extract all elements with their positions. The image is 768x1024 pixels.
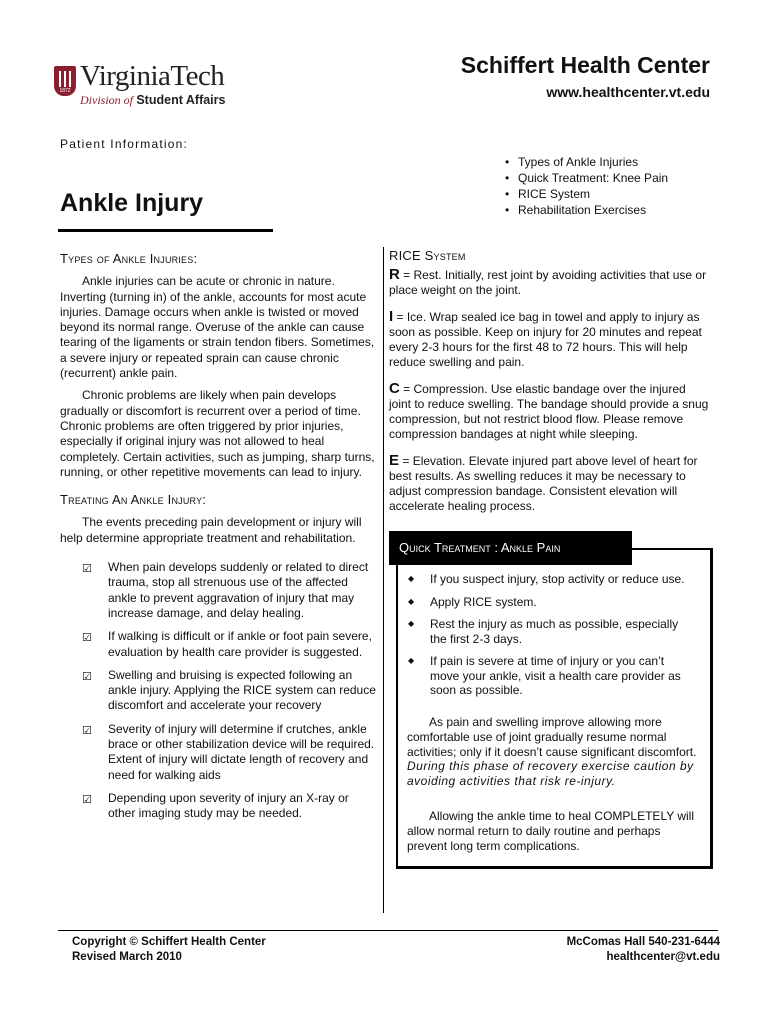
copyright-text: Copyright © Schiffert Health Center bbox=[72, 936, 266, 948]
rice-rest: R = Rest. Initially, rest joint by avoiding activities that use or place weight on the joint. bbox=[389, 266, 707, 297]
diamond-bullet-icon: ◆ bbox=[408, 596, 415, 606]
checklist-item: ☑ Swelling and bruising is expected following an ankle injury. Applying the RICE system can reduce discomfort and accelerate your recovery bbox=[82, 667, 376, 713]
topic-item: • Quick Treatment: Knee Pain bbox=[505, 170, 668, 186]
treating-checklist bbox=[60, 560, 376, 821]
checklist-item: ☑ Severity of injury will determine if crutches, ankle brace or other stabilization device will be required. Extent of injury will dictate length of recovery and need for walking aids bbox=[82, 721, 375, 782]
health-center-url[interactable]: www.healthcenter.vt.edu bbox=[546, 84, 710, 100]
patient-info-label: Patient Information: bbox=[60, 137, 189, 151]
treating-heading: Treating An Ankle Injury: bbox=[60, 492, 207, 508]
topics-list bbox=[505, 154, 668, 218]
quick-item: ◆ Apply RICE system. bbox=[408, 594, 537, 609]
checklist-item: ☑ When pain develops suddenly or related to direct trauma, stop all strenuous use of the affected ankle to prevent aggravation of injury that may increase damage, and delay healing. bbox=[82, 560, 369, 620]
types-heading: Types of Ankle Injuries: bbox=[60, 251, 198, 266]
left-column bbox=[60, 251, 376, 830]
location-phone: McComas Hall 540-231-6444 bbox=[566, 936, 720, 948]
checklist-item: ☑ If walking is difficult or if ankle or foot pain severe, evaluation by health care provider is suggested. bbox=[82, 629, 372, 659]
types-paragraph-1: Ankle injuries can be acute or chronic in nature. Inverting (turning in) of the ankle, accounts for most acute injuries. Damage occurs when ankle is twisted or moved beyond its normal range. Overuse of the ankle can cause tearing of the ligaments or strain tendon fibers. Sometimes, a severe injury or repeated sprain can cause chronic (recurrent) ankle pain. bbox=[60, 274, 375, 381]
quick-treatment-heading: Quick Treatment : Ankle Pain bbox=[389, 531, 632, 565]
footer-right bbox=[567, 935, 720, 965]
contact-email[interactable]: healthcenter@vt.edu bbox=[606, 951, 720, 963]
logo-division: Division of Student Affairs bbox=[80, 93, 226, 107]
topic-item: • RICE System bbox=[505, 186, 668, 202]
rice-section bbox=[389, 248, 709, 525]
quick-item: ◆ Rest the injury as much as possible, especially the first 2-3 days. bbox=[408, 617, 679, 646]
checked-box-icon: ☑ bbox=[82, 669, 92, 683]
diamond-bullet-icon: ◆ bbox=[408, 574, 415, 583]
diamond-bullet-icon: ◆ bbox=[408, 656, 415, 665]
column-divider bbox=[383, 247, 384, 913]
page-title: Ankle Injury bbox=[60, 189, 204, 217]
vt-shield-icon: 1872 bbox=[54, 66, 76, 96]
title-underline bbox=[58, 229, 273, 232]
checked-box-icon: ☑ bbox=[82, 631, 92, 645]
health-center-name: Schiffert Health Center bbox=[460, 52, 710, 78]
quick-item: ◆ If you suspect injury, stop activity or reduce use. bbox=[408, 572, 685, 586]
footer-divider bbox=[58, 930, 718, 931]
rice-heading: RICE System bbox=[389, 248, 466, 263]
topic-item: • Rehabilitation Exercises bbox=[505, 202, 668, 218]
checked-box-icon: ☑ bbox=[82, 723, 92, 737]
checked-box-icon: ☑ bbox=[82, 562, 92, 576]
quick-treatment-list bbox=[408, 572, 693, 706]
rice-compression: C = Compression. Use elastic bandage over the injured joint to reduce swelling. The bandage should provide a snug compression, but not restrict blood flow. Please remove compression bandages at night while sleeping. bbox=[389, 380, 709, 441]
healing-paragraph: Allowing the ankle time to heal COMPLETELY will allow normal return to daily routine and perhaps prevent long term complications. bbox=[407, 809, 695, 853]
footer-left bbox=[72, 935, 266, 965]
logo-wordmark: VirginiaTech bbox=[80, 60, 225, 92]
treating-intro: The events preceding pain development or injury will help determine appropriate treatment and rehabilitation. bbox=[60, 515, 362, 545]
rice-elevation: E = Elevation. Elevate injured part above level of heart for best results. As swelling reduces it may be necessary to adjust compression bandage. Consistent elevation will accelerate healing process. bbox=[389, 452, 698, 513]
diamond-bullet-icon: ◆ bbox=[408, 619, 415, 628]
types-paragraph-2: Chronic problems are likely when pain develops gradually or discomfort is recurrent over a period of time. Chronic problems are often triggered by prior injuries, especially if original injury was not allowed to heal completely. Certain activities, such as jumping, sharp turns, running, or other repetitive movements can lead to injury. bbox=[60, 388, 375, 479]
checked-box-icon: ☑ bbox=[82, 792, 92, 806]
quick-item: ◆ If pain is severe at time of injury or you can’t move your ankle, visit a health care provider as soon as possible. bbox=[408, 654, 681, 697]
rice-ice: I = Ice. Wrap sealed ice bag in towel and apply to injury as soon as possible. Keep on injury for 20 minutes and repeat every 2-3 hours for the first 48 to 72 hours. This will help reduce swelling and pain. bbox=[389, 308, 702, 369]
virginia-tech-logo bbox=[54, 60, 244, 108]
revised-date: Revised March 2010 bbox=[72, 951, 182, 963]
checklist-item: ☑ Depending upon severity of injury an X-ray or other imaging study may be needed. bbox=[82, 790, 349, 821]
recovery-paragraph: As pain and swelling improve allowing more comfortable use of joint gradually resume normal activities; only if it doesn’t cause significant discomfort. During this phase of recovery exercise caution by avoiding activities that risk re-injury. bbox=[407, 715, 697, 789]
topic-item: • Types of Ankle Injuries bbox=[505, 154, 668, 170]
